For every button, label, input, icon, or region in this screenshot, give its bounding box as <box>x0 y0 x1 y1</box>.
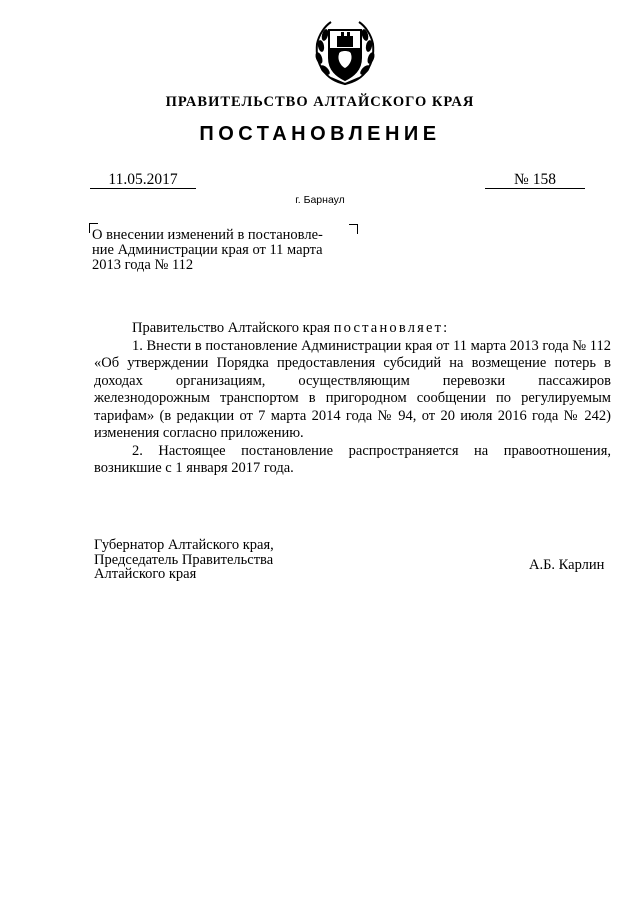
document-date: 11.05.2017 <box>90 172 196 189</box>
coat-of-arms-emblem <box>311 18 379 88</box>
document-type-title: ПОСТАНОВЛЕНИЕ <box>199 123 441 145</box>
subject-line: О внесении изменений в постановле- <box>92 227 323 243</box>
paragraph-item-2: 2. Настоящее постановление распространяется на правоотношения, возникшие с 1 января 2017 года. <box>94 442 611 476</box>
signatory-position-line: Председатель Правительства <box>94 551 274 568</box>
subject-line: 2013 года № 112 <box>92 257 194 273</box>
signatory-position-line: Губернатор Алтайского края, <box>94 537 274 553</box>
preamble-decree-word: постановляет: <box>333 320 450 336</box>
subject-line: ние Администрации края от 11 марта <box>92 242 323 258</box>
signatory-position-line: Алтайского края <box>94 566 197 582</box>
document-city: г. Барнаул <box>295 194 345 206</box>
document-number: № 158 <box>485 172 585 189</box>
signatory-name: А.Б. Карлин <box>529 557 605 573</box>
government-name: ПРАВИТЕЛЬСТВО АЛТАЙСКОГО КРАЯ <box>165 94 475 110</box>
document-subject <box>92 228 354 273</box>
preamble <box>94 320 611 338</box>
preamble-start: Правительство Алтайского края <box>132 320 334 336</box>
signatory-position <box>94 538 274 582</box>
paragraph-item-1: 1. Внести в постановление Администрации края от 11 марта 2013 года № 112 «Об утверждении Порядка предоставления субсидий на возмещение потерь в доходах организациям, осуществляющим перевозки пассажиров железнодорожным транспортом в пригородном сообщении по регулируемым тарифам» (в редакции от 7 марта 2014 года № 94, от 20 июля 2016 года № 242) изменения согласно приложению. <box>94 337 611 441</box>
document-body <box>94 320 611 478</box>
